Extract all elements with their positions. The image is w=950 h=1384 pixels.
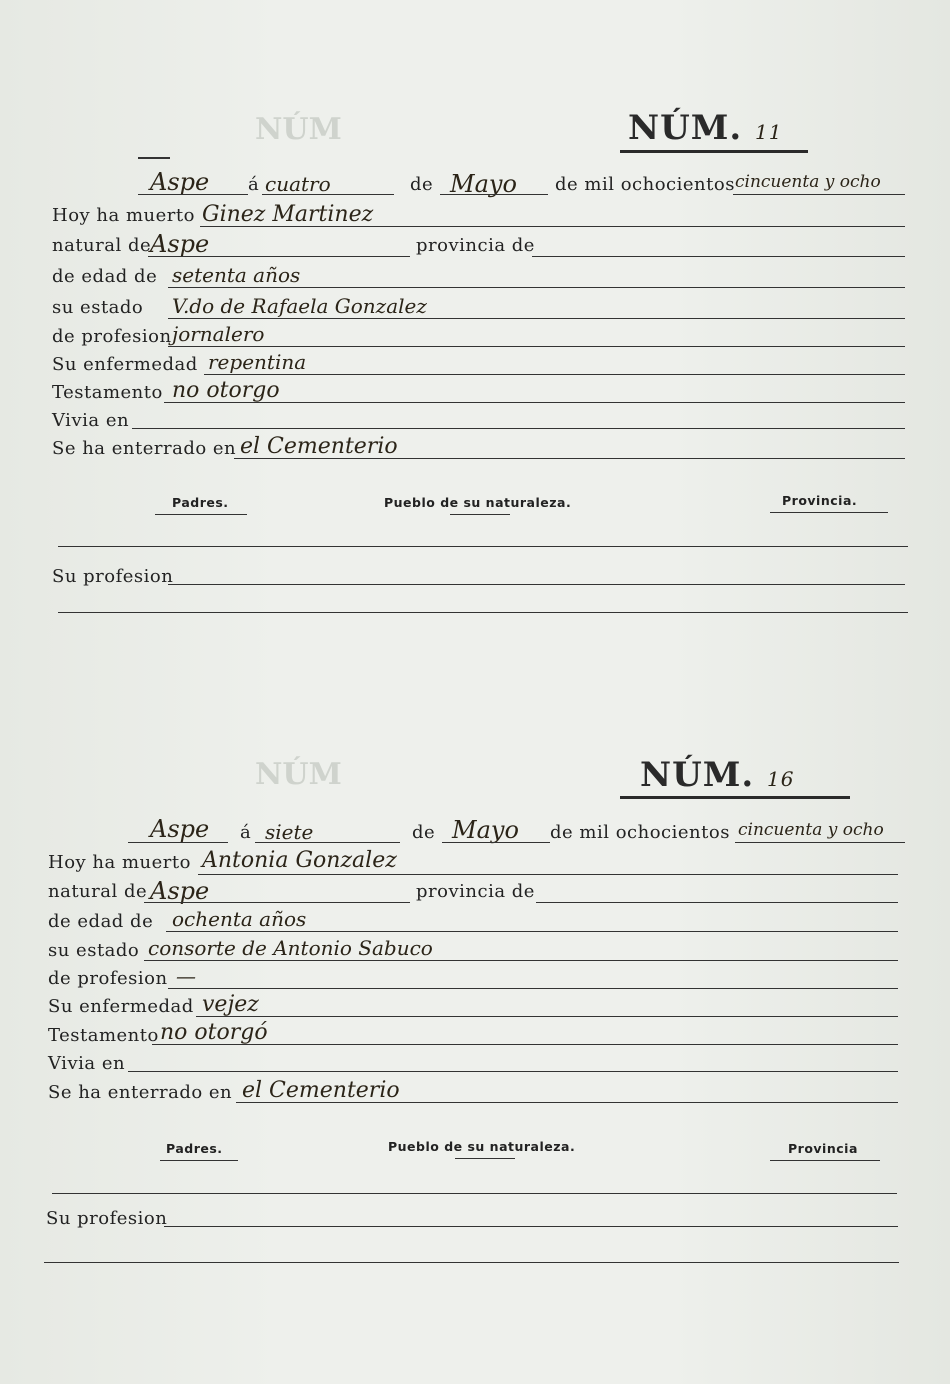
natural-label: natural de xyxy=(52,235,152,256)
header-rule xyxy=(770,1160,880,1161)
estado-value: consorte de Antonio Sabuco xyxy=(148,936,433,960)
closing-line xyxy=(44,1262,899,1263)
provincia-label: provincia de xyxy=(416,235,535,256)
fill-line xyxy=(735,842,905,843)
fill-line xyxy=(168,346,905,347)
parents-line xyxy=(58,546,908,547)
year-value: cincuenta y ocho xyxy=(738,820,884,840)
header-rule xyxy=(450,514,510,515)
testamento-value: no otorgó xyxy=(160,1020,268,1045)
fill-line xyxy=(196,1016,898,1017)
fill-line xyxy=(144,960,898,961)
fill-line xyxy=(733,194,905,195)
fill-line xyxy=(164,402,905,403)
header-rule xyxy=(160,1160,238,1161)
fill-line xyxy=(166,931,898,932)
fill-line xyxy=(168,584,905,585)
number-rule xyxy=(620,150,808,153)
decorative-dash xyxy=(138,157,170,159)
pueblo-header: Pueblo de su naturaleza. xyxy=(384,495,572,510)
vivia-label: Vivia en xyxy=(48,1053,126,1074)
edad-label: de edad de xyxy=(48,911,154,932)
enfermedad-value: vejez xyxy=(202,992,259,1017)
fill-line xyxy=(262,194,394,195)
fill-line xyxy=(200,226,905,227)
record-number-value: 16 xyxy=(767,767,795,791)
de-label: de xyxy=(410,174,434,195)
header-rule xyxy=(770,512,888,513)
town-value: Aspe xyxy=(150,168,210,196)
fill-line xyxy=(236,1102,898,1103)
month-value: Mayo xyxy=(452,816,519,844)
enterrado-label: Se ha enterrado en xyxy=(48,1082,233,1103)
enterrado-value: el Cementerio xyxy=(242,1078,400,1103)
edad-value: setenta años xyxy=(172,263,301,287)
fill-line xyxy=(440,194,548,195)
estado-label: su estado xyxy=(52,297,144,318)
fill-line xyxy=(168,287,905,288)
fill-line xyxy=(164,1226,898,1227)
profesion-label: de profesion xyxy=(48,968,168,989)
pueblo-header: Pueblo de su naturaleza. xyxy=(388,1139,576,1154)
year-value: cincuenta y ocho xyxy=(735,172,881,192)
profesion-label: de profesion xyxy=(52,326,172,347)
day-value: siete xyxy=(265,820,314,844)
su-profesion-label: Su profesion xyxy=(46,1208,168,1229)
year-label: de mil ochocientos xyxy=(550,822,730,843)
month-value: Mayo xyxy=(450,170,517,198)
estado-value: V.do de Rafaela Gonzalez xyxy=(172,294,427,318)
de-label: de xyxy=(412,822,436,843)
fill-line xyxy=(532,256,905,257)
estado-label: su estado xyxy=(48,940,140,961)
testamento-label: Testamento xyxy=(52,382,163,403)
bleed-through-mark: NÚM xyxy=(255,757,342,792)
fill-line xyxy=(152,1044,898,1045)
town-value: Aspe xyxy=(150,815,210,843)
closing-line xyxy=(58,612,908,613)
record-number-value: 11 xyxy=(755,120,783,144)
enterrado-value: el Cementerio xyxy=(240,434,398,459)
muerto-label: Hoy ha muerto xyxy=(52,205,195,226)
fill-line xyxy=(144,902,410,903)
fill-line xyxy=(168,318,905,319)
provincia-label: provincia de xyxy=(416,881,535,902)
fill-line xyxy=(128,1071,898,1072)
enterrado-label: Se ha enterrado en xyxy=(52,438,237,459)
vivia-label: Vivia en xyxy=(52,410,130,431)
date-prefix: á xyxy=(240,822,252,843)
fill-line xyxy=(536,902,898,903)
testamento-value: no otorgo xyxy=(172,378,280,403)
enfermedad-label: Su enfermedad xyxy=(48,996,194,1017)
muerto-label: Hoy ha muerto xyxy=(48,852,191,873)
padres-header: Padres. xyxy=(172,495,229,510)
profesion-value: — xyxy=(176,964,196,988)
fill-line xyxy=(204,374,905,375)
edad-value: ochenta años xyxy=(172,907,307,931)
fill-line xyxy=(198,874,898,875)
bleed-through-mark: NÚM xyxy=(255,112,342,147)
fill-line xyxy=(128,842,228,843)
header-rule xyxy=(455,1158,515,1159)
muerto-value: Antonia Gonzalez xyxy=(202,848,397,873)
fill-line xyxy=(168,988,898,989)
testamento-label: Testamento xyxy=(48,1025,159,1046)
fill-line xyxy=(138,194,248,195)
date-prefix: á xyxy=(248,174,260,195)
fill-line xyxy=(132,428,905,429)
number-rule xyxy=(620,796,850,799)
fill-line xyxy=(255,842,400,843)
header-rule xyxy=(155,514,247,515)
day-value: cuatro xyxy=(265,172,331,196)
muerto-value: Ginez Martinez xyxy=(202,202,374,227)
natural-value: Aspe xyxy=(150,230,210,258)
natural-value: Aspe xyxy=(150,877,210,905)
padres-header: Padres. xyxy=(166,1141,223,1156)
su-profesion-label: Su profesion xyxy=(52,566,174,587)
provincia-header: Provincia. xyxy=(782,493,858,508)
year-label: de mil ochocientos xyxy=(555,174,735,195)
provincia-header: Provincia xyxy=(788,1141,858,1156)
fill-line xyxy=(234,458,905,459)
edad-label: de edad de xyxy=(52,266,158,287)
record-number: NÚM. 11 xyxy=(628,108,783,148)
enfermedad-label: Su enfermedad xyxy=(52,354,198,375)
profesion-value: jornalero xyxy=(172,322,265,346)
record-number: NÚM. 16 xyxy=(640,755,795,795)
fill-line xyxy=(148,256,410,257)
fill-line xyxy=(442,842,550,843)
parents-line xyxy=(52,1193,897,1194)
natural-label: natural de xyxy=(48,881,148,902)
enfermedad-value: repentina xyxy=(208,350,307,374)
